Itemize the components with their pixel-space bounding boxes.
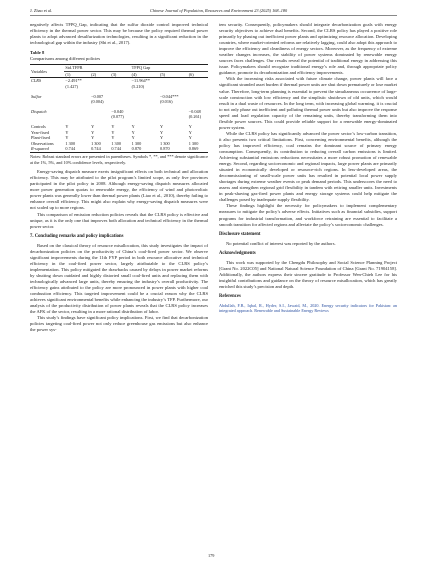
- body-paragraph: tem security. Consequently, policymakers should integrate decarbonization goals with energy security objectives to achieve dual benefits. Second, the CLRS policy has played a positive role primarily by phasing out inefficient power plants and optimizing resource allocation. Developing countries, where market-oriented reforms are relatively lagging, could also adopt this approach to improve the efficiency and cleanliness of energy sectors. Moreover, as the frequency of extreme weather changes increases, the stability of power systems dominated by renewable energy sources faces challenges. Our results reveal the potential of traditional energy in addressing this issue. Policymakers should recognize traditional energy’s role and, through appropriate policy guidance, promote its decarbonization and efficiency improvements.: [219, 22, 397, 76]
- table-row-label: R-squared: [31, 146, 49, 152]
- table-header-variables: Variables: [31, 68, 47, 74]
- body-paragraph: While the CLRS policy has significantly advanced the power sector’s low-carbon transition, it also presents two critical limitations. First, concerning environmental benefits, although the policy has improved efficiency, coal remains the dominant source of primary energy consumption. Consequently, its contribution to reducing overall carbon emissions is limited. Achieving substantial emissions reductions necessitates a more robust promotion of renewable energy. Second, regarding socioeconomic and regional impacts, large power plants are primarily situated in economically developed or resource-rich regions. In less-developed areas, the decommissioning of small-scale power units has resulted in potential local power supply shortages during extreme weather events or peak demand periods. This underscores the need to assess and strengthen regional grid flexibility in tandem with retiring smaller units. Investments in peak-shaving gas-fired power plants and energy storage systems could help mitigate the challenges posed by inadequate supply flexibility.: [219, 130, 397, 203]
- table-cell: 0.744: [111, 146, 121, 152]
- running-header-authors: J. Zhao et al.: [30, 8, 53, 13]
- table-row-label: Year-fixed: [31, 129, 50, 135]
- table-cell: −11.964**: [131, 78, 150, 84]
- table-cell: (0.077): [111, 114, 124, 120]
- table-col-number: (2): [91, 71, 97, 77]
- table-row: [30, 146, 208, 152]
- comparison-table: [30, 64, 208, 153]
- table-col-number: (4): [131, 71, 137, 77]
- table-col-number: (3): [111, 71, 117, 77]
- table-cell: Y: [188, 124, 192, 130]
- page-number: 179: [208, 553, 215, 558]
- body-paragraph: This comparison of emission reduction policies reveals that the CLRS policy is effective and unique, as it is the only one that improves both allocation and technical efficiency in the thermal power sector.: [30, 211, 208, 229]
- table-cell: Y: [111, 124, 115, 130]
- table-cell: 1 300: [111, 140, 121, 146]
- table-cell: Y: [188, 129, 192, 135]
- body-paragraph: These findings highlight the necessity for policymakers to implement complementary measures to mitigate the policy’s adverse effects. Initiatives such as financial subsidies, support programs for industrial transformation, and workforce retraining are essential to facilitate a smooth transition for affected regions and alleviate the policy’s socioeconomic challenges.: [219, 203, 397, 227]
- table-header-tfpq-gap: TFPQ Gap: [131, 65, 208, 72]
- table-cell: 0.870: [160, 146, 170, 152]
- table-cell: 1 300: [160, 140, 170, 146]
- right-column: [219, 22, 397, 314]
- table-note: Notes: Robust standard errors are presented in parentheses. Symbols *, **, and *** denote significance at the 1%, 5%, and 10% confidence levels, respectively.: [30, 154, 208, 165]
- table-header-std-tfpr: Std.TFPR: [64, 65, 130, 72]
- references-heading: References: [219, 293, 241, 299]
- table-cell: −0.040: [111, 108, 124, 114]
- table-cell: (0.261): [188, 114, 202, 120]
- table-cell: Y: [131, 124, 135, 130]
- header-divider: [30, 15, 397, 16]
- table-cell: −0.044***: [160, 93, 179, 99]
- table-row-label: Controls: [31, 124, 46, 130]
- table-row-label: CLRS: [31, 78, 42, 84]
- acknowledgments-heading: Acknowledgments: [219, 250, 256, 256]
- intro-paragraph: negatively affects TFPQ_Gap, indicating that the sulfur dioxide control improved technical efficiency in the thermal power sector. This may be because the policy required thermal power plants to adopt advanced desulfurization technologies, resulting in a significant reduction in the technological gap within the industry (Shi et al., 2017).: [30, 22, 208, 46]
- table-cell: 1 300: [65, 140, 76, 146]
- table-col-number: (5): [160, 71, 166, 77]
- table-cell: 1 300: [188, 140, 199, 146]
- table-cell: Y: [91, 124, 95, 130]
- table-row-label: Plant-fixed: [31, 135, 51, 141]
- table-cell: Y: [91, 129, 95, 135]
- table-row-label: Sulfur: [31, 93, 42, 99]
- table-cell: Y: [91, 135, 95, 141]
- table-row-label: Observations: [31, 140, 54, 146]
- table-cell: Y: [131, 135, 135, 141]
- table-cell: 1 300: [131, 140, 142, 146]
- table-cell: Y: [131, 129, 135, 135]
- table-cell: (5.210): [131, 84, 145, 90]
- running-header-journal: Chinese Journal of Population, Resources and Environment 23 (2025) 168–180: [150, 8, 288, 13]
- table-cell: 0.744: [65, 146, 76, 152]
- disclosure-text: No potential conflict of interest was reported by the authors.: [226, 240, 336, 246]
- table-cell: Y: [160, 129, 164, 135]
- body-paragraph: Energy-saving dispatch measure exerts insignificant effects on both technical and allocation efficiency. This may be attributed to the pilot program’s limited scope, as only five provinces participated in the pilot policy in 2008. Although energy-saving dispatch measures allocated more power generation quotas to renewable energy, the efficiency of wind and photovoltaic power plants was generally lower than thermal power plants (Liao et al., 2010), thereby failing to enhance overall efficiency. This might also explain why energy-saving dispatch measures were not scaled up to more regions.: [30, 169, 208, 211]
- table-cell: Y: [160, 135, 164, 141]
- table-cell: Y: [111, 129, 115, 135]
- body-paragraph: Based on the classical theory of resource misallocation, this study investigates the impact of decarbonization policies on the productivity of China’s coal-fired power sector. We observe significant improvements during the 11th FYP period in both resource allocative and technical efficiency in the coal-fired power sector, largely attributable to the CLRS policy’s implementation. This policy mitigated the drawbacks caused by delays in power market reforms by shutting down outdated and highly distorted small coal-fired units and replacing them with technologically advanced large units, thereby ensuring the industry’s overall productivity. The efficiency gains attributed to the policy are more pronounced in power plants with higher coal combustion efficiency. This targeted improvement could be a crucial reason why the CLRS achieves significant environmental benefits while enhancing the industry’s TFP. Furthermore, our analysis of the productivity distribution of power plants reveals that the CLRS policy increases the AFK of the sector, resulting in a more rational distribution of labor.: [30, 242, 208, 315]
- table-cell: −0.048: [188, 108, 201, 114]
- table-body: [30, 78, 208, 153]
- reference-entry[interactable]: [219, 303, 397, 314]
- table-cell: 1 300: [91, 140, 101, 146]
- disclosure-heading: Disclosure statement: [219, 231, 261, 237]
- table-cell: 0.870: [131, 146, 142, 152]
- table-cell: (1.427): [65, 84, 78, 90]
- section-heading: 7. Concluding remarks and policy implications: [30, 233, 124, 239]
- table-row-label: Dispatch: [31, 108, 47, 114]
- table-cell: −0.007: [91, 93, 104, 99]
- acknowledgments-text: This work was supported by the Chengdu Philosophy and Social Science Planning Project [Grant No. 2022C05] and National Natural Science Foundation of China [Grant No. 71904158]. Additionally, the authors express their sincere gratitude to Professor Wen-Chieh Lee for his insightful contributions and guidance on the theory of resource misallocation, which has greatly enriched this study’s precision and depth.: [219, 259, 397, 289]
- table-cell: 0.744: [91, 146, 101, 152]
- table-cell: (0.016): [160, 99, 173, 105]
- body-paragraph: This study’s findings have significant policy implications. First, we find that decarbonization policies targeting coal-fired power not only reduce greenhouse gas emissions but also enhance the power sys-: [30, 315, 208, 333]
- table-cell: (0.004): [91, 99, 104, 105]
- body-paragraph: With the increasing risks associated with future climate change, power plants will face a significant stranded asset burden if thermal power units are shut down prematurely or lose market value. Therefore, long-term planning is essential to prevent the simultaneous occurrence of large-scale construction with low efficiency and the simplistic shutdown of old units, which would result in a dual waste of resources. In the long term, with increasing global warming, it is crucial to not only phase out inefficient and polluting thermal power units but also improve the response speed and load regulation capacity of the remaining units, thereby transforming them into flexible power sources. This could provide reliable support for a renewable energy-dominated power system.: [219, 76, 397, 130]
- table-cell: Y: [111, 135, 115, 141]
- table-cell: −2.491**: [65, 78, 82, 84]
- table-subtitle: Comparisons among different policies: [30, 56, 101, 62]
- table-cell: Y: [65, 129, 69, 135]
- table-cell: Y: [65, 124, 69, 130]
- table-title: Table 8: [30, 50, 45, 56]
- table-cell: 0.869: [188, 146, 199, 152]
- table-col-number: (6): [188, 71, 194, 77]
- reference-link[interactable]: Abdullah, F.B., Iqbal, R., Hyder, S.I., Jawaid, M., 2020. Energy security indicators for Pakistan: an integrated approach. Renewable and Sustainable Energy Reviews: [219, 303, 397, 314]
- table-cell: Y: [188, 135, 192, 141]
- table-cell: Y: [65, 135, 69, 141]
- table-col-number: (1): [65, 71, 71, 77]
- left-column: [30, 22, 208, 333]
- table-cell: Y: [160, 124, 164, 130]
